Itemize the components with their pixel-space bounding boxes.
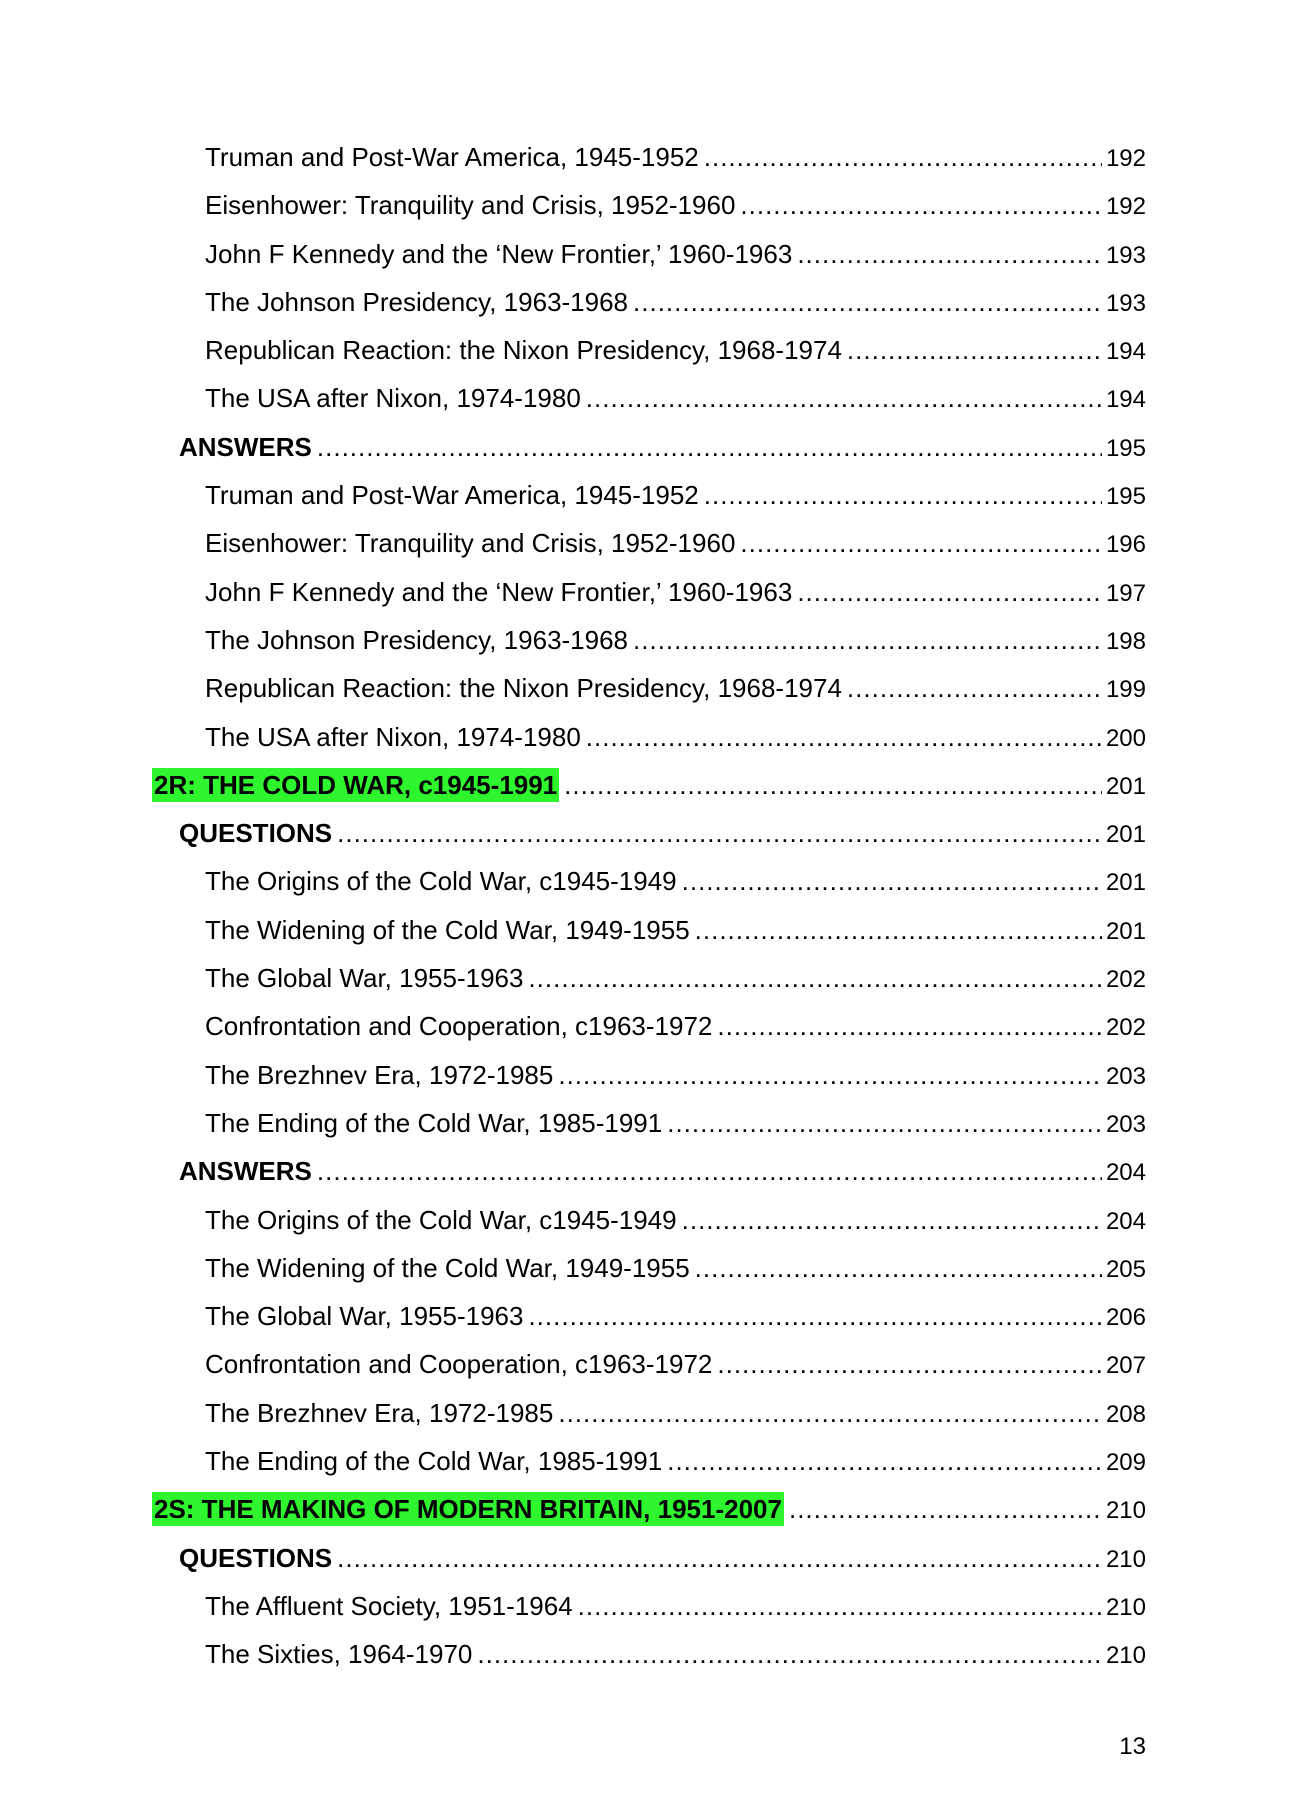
toc-entry-title: QUESTIONS [179,818,333,849]
toc-entry-row [205,623,1146,659]
toc-entry-row [152,1492,1146,1528]
toc-entry-title: Republican Reaction: the Nixon Presidency, 1968-1974 [205,335,842,366]
toc-dot-leader [337,816,1102,850]
toc-dot-leader [682,864,1102,898]
toc-entry[interactable] [0,1009,1289,1057]
toc-entry-row [205,478,1146,514]
toc-dot-leader [704,140,1102,174]
toc-entry-row [205,1637,1146,1673]
toc-entry[interactable] [0,1299,1289,1347]
toc-dot-leader [695,913,1102,947]
toc-entry-title: ANSWERS [179,1156,312,1187]
toc-entry-page-number: 195 [1105,483,1146,511]
toc-section-heading[interactable] [0,768,1289,816]
toc-entry-page-number: 208 [1105,1400,1146,1428]
toc-entry-page-number: 210 [1105,1642,1146,1670]
toc-dot-leader [477,1637,1102,1671]
toc-dot-leader [682,1203,1102,1237]
toc-entry-row [205,333,1146,369]
toc-entry[interactable] [0,1637,1289,1685]
toc-entry-row [205,1347,1146,1383]
toc-entry-row [205,1589,1146,1625]
toc-entry-row [205,1058,1146,1094]
toc-entry-row [179,430,1146,466]
toc-entry-title: The Widening of the Cold War, 1949-1955 [205,914,690,945]
toc-entry-row [205,1009,1146,1045]
toc-entry[interactable] [0,333,1289,381]
toc-dot-leader [667,1444,1102,1478]
toc-entry[interactable] [0,140,1289,188]
toc-entry[interactable] [0,478,1289,526]
toc-dot-leader [797,237,1102,271]
toc-entry-page-number: 201 [1105,869,1146,897]
toc-dot-leader [528,961,1102,995]
toc-entry-row [205,237,1146,273]
toc-entry-row [205,381,1146,417]
toc-entry-page-number: 207 [1105,1352,1146,1380]
toc-dot-leader [717,1009,1102,1043]
toc-entry-page-number: 203 [1105,1062,1146,1090]
toc-entry-title: The Ending of the Cold War, 1985-1991 [205,1446,663,1477]
toc-entry[interactable] [0,913,1289,961]
toc-dot-leader [789,1492,1102,1526]
toc-entry-title: The Johnson Presidency, 1963-1968 [205,286,629,317]
toc-entry-title: The USA after Nixon, 1974-1980 [205,383,581,414]
toc-dot-leader [317,430,1102,464]
toc-entry[interactable] [0,1106,1289,1154]
toc-entry-page-number: 210 [1105,1497,1146,1525]
toc-entry-row [179,816,1146,852]
toc-entry-page-number: 194 [1105,386,1146,414]
toc-entry-title: Confrontation and Cooperation, c1963-1972 [205,1011,713,1042]
toc-entry-page-number: 204 [1105,1159,1146,1187]
toc-entry-page-number: 205 [1105,1255,1146,1283]
toc-entry-page-number: 202 [1105,1014,1146,1042]
toc-entry[interactable] [0,237,1289,285]
toc-dot-leader [667,1106,1102,1140]
toc-entry-title: The Origins of the Cold War, c1945-1949 [205,1204,677,1235]
toc-entry-page-number: 193 [1105,241,1146,269]
toc-dot-leader [847,333,1102,367]
toc-entry-title: John F Kennedy and the ‘New Frontier,’ 1960-1963 [205,576,793,607]
toc-entry-page-number: 198 [1105,627,1146,655]
toc-dot-leader [586,381,1102,415]
toc-entry-page-number: 210 [1105,1545,1146,1573]
toc-entry-row [205,1203,1146,1239]
toc-entry[interactable] [0,188,1289,236]
toc-entry[interactable] [0,720,1289,768]
table-of-contents [0,140,1289,1686]
toc-entry-title: QUESTIONS [179,1542,333,1573]
toc-entry-title: The Johnson Presidency, 1963-1968 [205,624,629,655]
toc-entry-page-number: 209 [1105,1449,1146,1477]
toc-entry-page-number: 192 [1105,193,1146,221]
toc-dot-leader [717,1347,1102,1381]
toc-entry-row [205,864,1146,900]
toc-dot-leader [578,1589,1102,1623]
toc-entry[interactable] [0,526,1289,574]
toc-entry-page-number: 196 [1105,531,1146,559]
toc-entry-row [205,526,1146,562]
toc-entry-page-number: 193 [1105,289,1146,317]
toc-entry-row [205,140,1146,176]
toc-entry[interactable] [0,285,1289,333]
toc-entry-title: The Origins of the Cold War, c1945-1949 [205,866,677,897]
toc-dot-leader [558,1058,1102,1092]
toc-entry-row [205,1251,1146,1287]
toc-dot-leader [740,188,1102,222]
toc-entry-row [152,768,1146,804]
toc-entry-title: The Sixties, 1964-1970 [205,1639,473,1670]
toc-entry-page-number: 201 [1105,821,1146,849]
toc-entry-page-number: 197 [1105,579,1146,607]
toc-entry-title: The Brezhnev Era, 1972-1985 [205,1059,554,1090]
toc-entry-row [205,961,1146,997]
toc-entry-title: The Affluent Society, 1951-1964 [205,1590,573,1621]
toc-entry-title: 2R: THE COLD WAR, c1945-1991 [154,769,558,800]
toc-subsection-heading[interactable] [0,1154,1289,1202]
toc-dot-leader [586,720,1102,754]
toc-entry-title: The Global War, 1955-1963 [205,963,524,994]
toc-entry-row [205,1444,1146,1480]
toc-entry-page-number: 210 [1105,1593,1146,1621]
toc-entry[interactable] [0,864,1289,912]
toc-entry[interactable] [0,1058,1289,1106]
toc-entry-row [205,188,1146,224]
toc-entry[interactable] [0,1347,1289,1395]
toc-entry-row [205,1396,1146,1432]
toc-entry-title: 2S: THE MAKING OF MODERN BRITAIN, 1951-2007 [154,1494,782,1525]
toc-entry-row [205,671,1146,707]
toc-entry-title: Eisenhower: Tranquility and Crisis, 1952-1960 [205,190,736,221]
toc-section-heading[interactable] [0,1492,1289,1540]
toc-entry-page-number: 195 [1105,434,1146,462]
toc-entry-title: Republican Reaction: the Nixon Presidency, 1968-1974 [205,673,842,704]
toc-dot-leader [704,478,1102,512]
toc-dot-leader [317,1154,1102,1188]
toc-subsection-heading[interactable] [0,1541,1289,1589]
toc-entry[interactable] [0,1203,1289,1251]
toc-entry-title: The Ending of the Cold War, 1985-1991 [205,1107,663,1138]
toc-dot-leader [528,1299,1102,1333]
toc-entry-page-number: 203 [1105,1110,1146,1138]
toc-entry-page-number: 192 [1105,145,1146,172]
toc-entry-page-number: 206 [1105,1304,1146,1332]
toc-entry-title: Truman and Post-War America, 1945-1952 [205,142,699,172]
toc-subsection-heading[interactable] [0,816,1289,864]
toc-entry-page-number: 201 [1105,772,1146,800]
toc-dot-leader [847,671,1102,705]
toc-dot-leader [740,526,1102,560]
toc-entry[interactable] [0,1589,1289,1637]
toc-dot-leader [558,1396,1102,1430]
toc-entry[interactable] [0,381,1289,429]
toc-entry-page-number: 202 [1105,966,1146,994]
toc-entry-title: The Widening of the Cold War, 1949-1955 [205,1252,690,1283]
toc-entry-page-number: 194 [1105,338,1146,366]
toc-entry[interactable] [0,575,1289,623]
toc-entry-page-number: 199 [1105,676,1146,704]
toc-dot-leader [633,285,1102,319]
toc-dot-leader [633,623,1102,657]
toc-entry-row [205,575,1146,611]
toc-dot-leader [797,575,1102,609]
toc-entry-row [205,1106,1146,1142]
toc-entry-page-number: 200 [1105,724,1146,752]
toc-entry-row [179,1541,1146,1577]
toc-dot-leader [564,768,1102,802]
toc-entry-title: ANSWERS [179,431,312,462]
toc-entry[interactable] [0,1396,1289,1444]
toc-entry-row [205,913,1146,949]
toc-entry-page-number: 201 [1105,917,1146,945]
toc-entry-row [205,285,1146,321]
toc-entry-page-number: 204 [1105,1207,1146,1235]
toc-entry[interactable] [0,1251,1289,1299]
toc-entry-title: Truman and Post-War America, 1945-1952 [205,480,699,511]
toc-entry-title: The USA after Nixon, 1974-1980 [205,721,581,752]
toc-entry-row [205,720,1146,756]
toc-dot-leader [337,1541,1102,1575]
page-number: 13 [1119,1733,1146,1760]
toc-entry-title: The Global War, 1955-1963 [205,1301,524,1332]
toc-entry-row [205,1299,1146,1335]
toc-entry-title: Eisenhower: Tranquility and Crisis, 1952-1960 [205,528,736,559]
toc-entry[interactable] [0,961,1289,1009]
toc-subsection-heading[interactable] [0,430,1289,478]
toc-entry-title: Confrontation and Cooperation, c1963-1972 [205,1349,713,1380]
toc-entry[interactable] [0,623,1289,671]
toc-entry[interactable] [0,671,1289,719]
toc-entry-title: John F Kennedy and the ‘New Frontier,’ 1960-1963 [205,238,793,269]
toc-dot-leader [695,1251,1102,1285]
toc-entry[interactable] [0,1444,1289,1492]
toc-entry-row [179,1154,1146,1190]
toc-entry-title: The Brezhnev Era, 1972-1985 [205,1397,554,1428]
